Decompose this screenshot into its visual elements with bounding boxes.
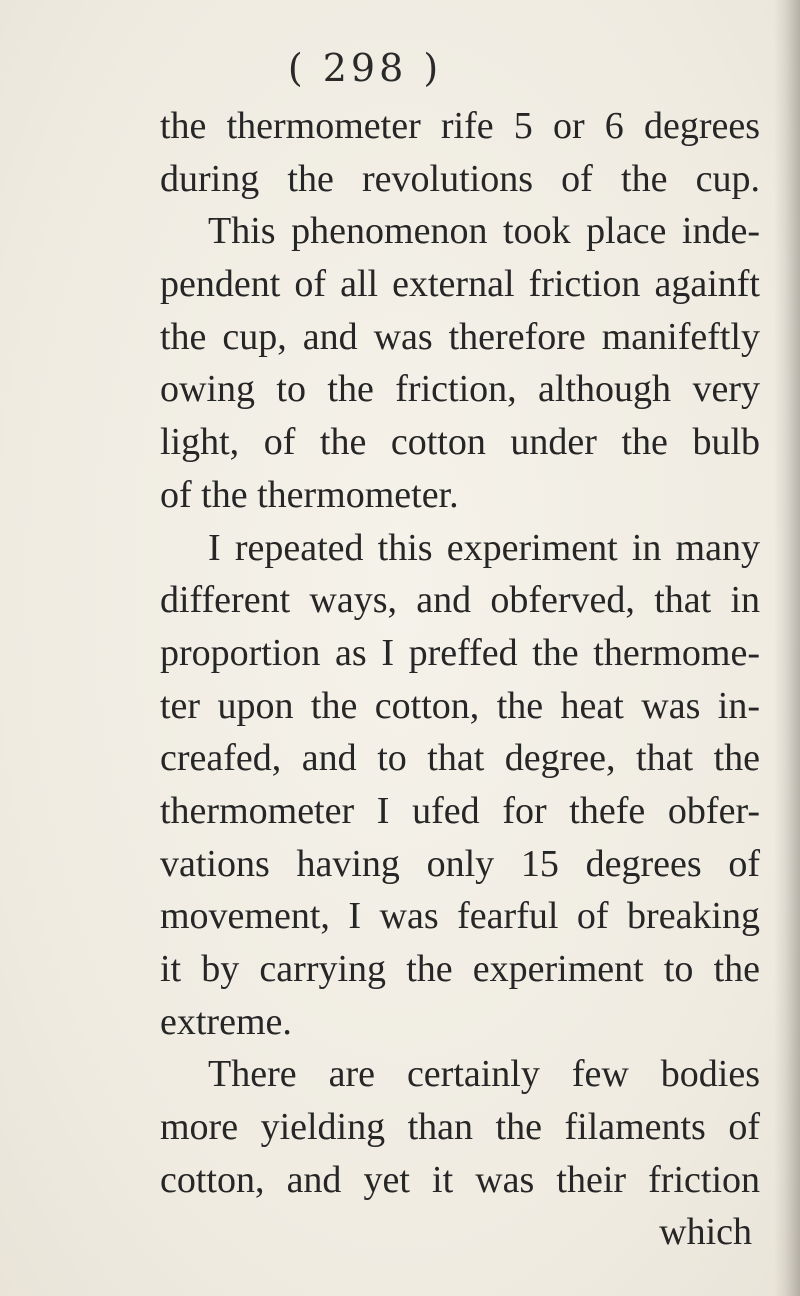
text-line: the thermometer rife 5 or 6 degrees bbox=[160, 105, 760, 147]
text-line: during the revolutions of the cup. bbox=[160, 157, 760, 200]
text-line: thermometer I ufed for thefe obfer- bbox=[160, 789, 760, 832]
text-line: There are certainly few bodies bbox=[208, 1053, 760, 1096]
text-line: movement, I was fearful of breaking bbox=[160, 895, 760, 938]
text-line: ter upon the cotton, the heat was in- bbox=[160, 684, 760, 727]
page-number: ( 298 ) bbox=[287, 46, 443, 90]
page-edge-shadow bbox=[774, 0, 800, 1296]
text-line: it by carrying the experiment to the bbox=[160, 948, 760, 990]
text-line: the cup, and was therefore manifeftly bbox=[160, 315, 760, 358]
catchword: which bbox=[659, 1211, 752, 1254]
text-line: more yielding than the filaments of bbox=[160, 1106, 760, 1149]
text-line: pendent of all external friction againft bbox=[160, 263, 760, 306]
text-line: cotton, and yet it was their friction bbox=[160, 1158, 760, 1201]
body-text bbox=[160, 100, 760, 1259]
text-line: creafed, and to that degree, that the bbox=[160, 737, 760, 780]
text-line: I repeated this experiment in many bbox=[208, 526, 760, 569]
text-line: proportion as I preffed the thermome- bbox=[160, 631, 760, 674]
text-line: different ways, and obferved, that in bbox=[160, 579, 760, 622]
text-line: of the thermometer. bbox=[160, 473, 459, 516]
text-line: This phenomenon took place inde- bbox=[208, 210, 760, 253]
text-line: light, of the cotton under the bulb bbox=[160, 421, 760, 464]
text-line: vations having only 15 degrees of bbox=[160, 842, 760, 885]
text-line: owing to the friction, although very bbox=[160, 368, 760, 411]
text-line: extreme. bbox=[160, 1000, 292, 1043]
